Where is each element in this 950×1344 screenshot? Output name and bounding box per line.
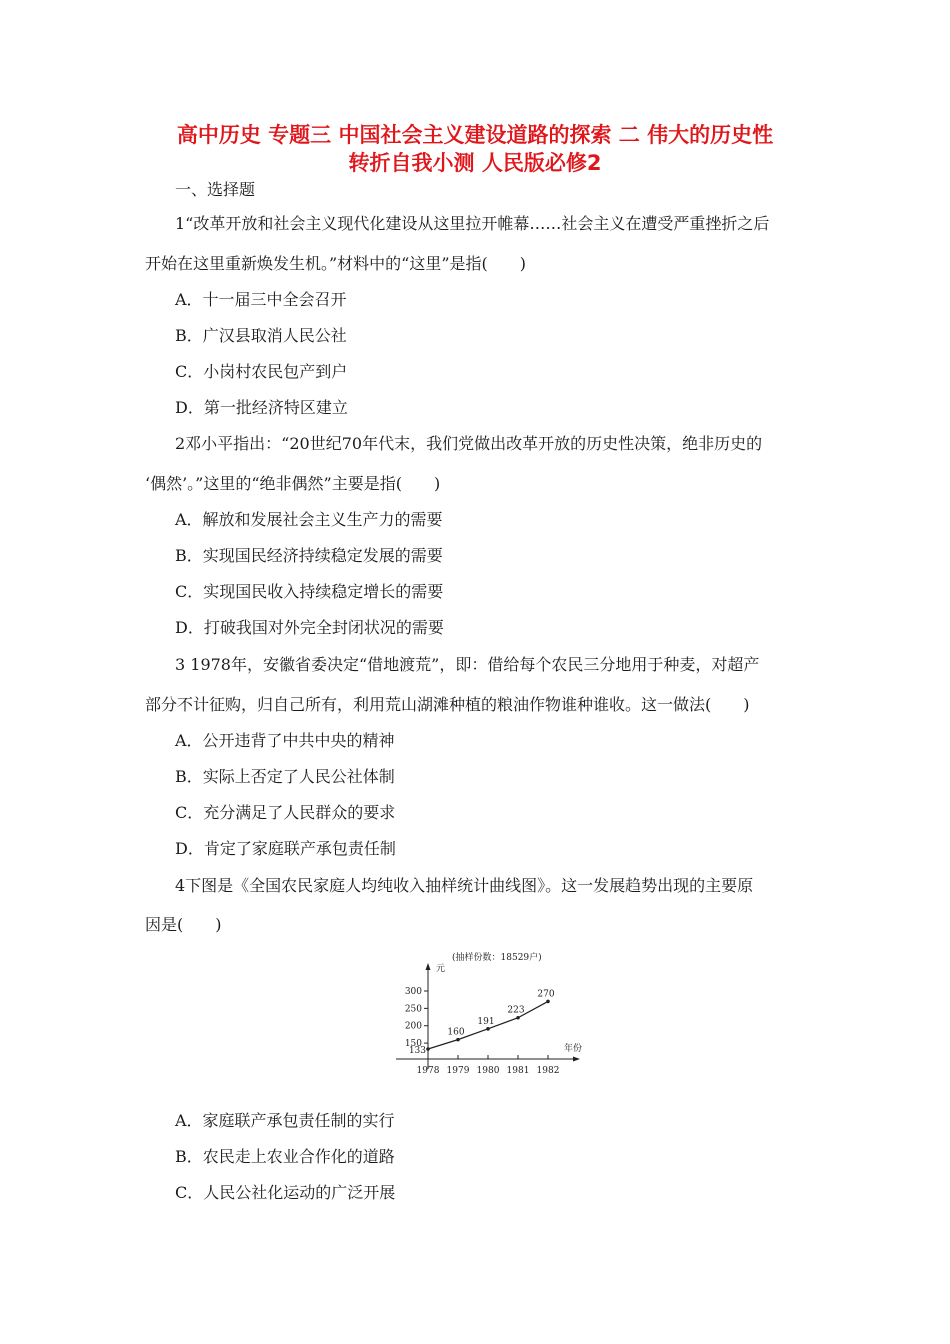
question-2-stem-line-2: ‘偶然’。”这里的“绝非偶然”主要是指( ): [145, 474, 441, 493]
x-tick-label: 1980: [476, 1066, 500, 1076]
question-2-option-d: D．打破我国对外完全封闭状况的需要: [175, 618, 444, 637]
y-tick-label: 150: [404, 1039, 422, 1050]
question-4-option-c: C．人民公社化运动的广泛开展: [175, 1183, 396, 1202]
x-tick-label: 1981: [506, 1066, 530, 1076]
question-4-stem-line-1: 4下图是《全国农民家庭人均纯收入抽样统计曲线图》。这一发展趋势出现的主要原: [175, 876, 754, 895]
question-4-stem-line-2: 因是( ): [145, 915, 222, 934]
data-label: 191: [477, 1016, 495, 1027]
question-1-stem-line-1: 1“改革开放和社会主义现代化建设从这里拉开帷幕……社会主义在遭受严重挫折之后: [175, 214, 770, 233]
data-point: [546, 1000, 550, 1004]
page-title-line-2: 转折自我小测 人民版必修2: [348, 151, 602, 175]
question-4-option-a: A．家庭联产承包责任制的实行: [175, 1111, 395, 1130]
chart-x-axis-label: 年份: [564, 1044, 583, 1054]
data-label: 223: [507, 1005, 525, 1016]
x-tick-label: 1982: [536, 1066, 560, 1076]
data-point: [456, 1038, 460, 1042]
question-1-option-a: A．十一届三中全会召开: [175, 290, 347, 309]
y-tick-label: 200: [404, 1021, 422, 1032]
question-1-option-c: C．小岗村农民包产到户: [175, 362, 348, 381]
question-1-stem-line-2: 开始在这里重新焕发生机。”材料中的“这里”是指( ): [145, 254, 527, 273]
question-2-option-c: C．实现国民收入持续稳定增长的需要: [175, 582, 444, 601]
question-3-stem-line-2: 部分不计征购，归自己所有，利用荒山湖滩种植的粮油作物谁种谁收。这一做法( ): [145, 695, 750, 714]
x-tick-label: 1979: [446, 1066, 470, 1076]
y-tick-label: 300: [404, 987, 422, 997]
chart-y-axis-label: 元: [436, 964, 446, 974]
page-title-line-1: 高中历史 专题三 中国社会主义建设道路的探索 二 伟大的历史性: [176, 123, 774, 147]
question-3-option-d: D．肯定了家庭联产承包责任制: [175, 839, 396, 858]
income-line-chart: [390, 943, 590, 1083]
data-label: 160: [447, 1027, 465, 1038]
y-tick-label: 250: [404, 1004, 422, 1015]
question-4-option-b: B．农民走上农业合作化的道路: [175, 1147, 395, 1166]
question-1-option-b: B．广汉县取消人民公社: [175, 326, 347, 345]
data-point: [516, 1016, 520, 1020]
x-tick-label: 1978: [416, 1066, 440, 1076]
question-3-option-a: A．公开违背了中共中央的精神: [175, 731, 395, 750]
chart-x-axis-arrow: [573, 1057, 580, 1062]
question-2-option-a: A．解放和发展社会主义生产力的需要: [175, 510, 443, 529]
data-label: 133: [408, 1046, 426, 1056]
question-2-option-b: B．实现国民经济持续稳定发展的需要: [175, 546, 443, 565]
chart-y-axis-arrow: [426, 963, 431, 970]
question-3-stem-line-1: 3 1978年，安徽省委决定“借地渡荒”，即：借给每个农民三分地用于种麦，对超产: [175, 655, 760, 674]
data-point: [486, 1027, 490, 1031]
question-1-option-d: D．第一批经济特区建立: [175, 398, 348, 417]
question-3-option-c: C．充分满足了人民群众的要求: [175, 803, 396, 822]
data-label: 270: [537, 989, 555, 1000]
data-point: [426, 1047, 430, 1051]
question-3-option-b: B．实际上否定了人民公社体制: [175, 767, 395, 786]
question-2-stem-line-1: 2邓小平指出：“20世纪70年代末，我们党做出改革开放的历史性决策，绝非历史的: [175, 434, 763, 453]
chart-title: (抽样份数：18529户): [452, 953, 542, 963]
section-heading: 一、选择题: [175, 180, 256, 199]
